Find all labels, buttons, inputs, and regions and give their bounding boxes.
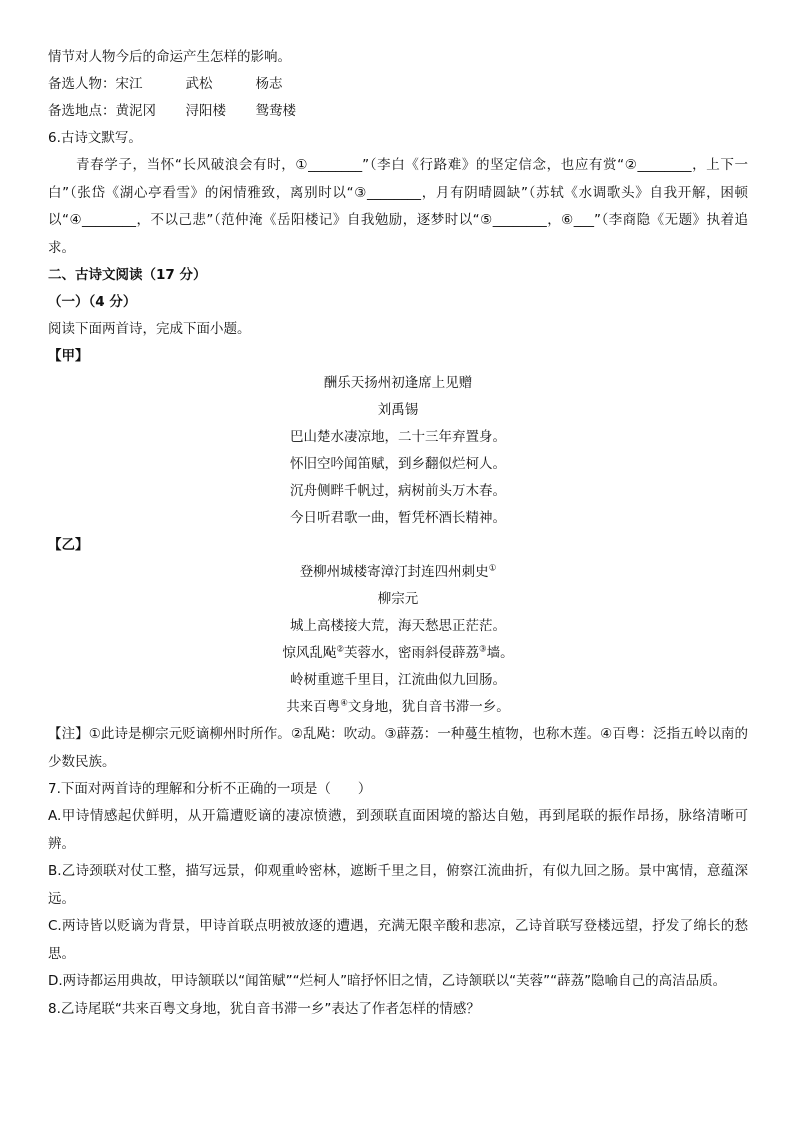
- poem-text: 墙。: [486, 645, 514, 661]
- question-7-option-d: D.两诗都运用典故，甲诗颔联以“闻笛赋”“烂柯人”暗抒怀旧之情，乙诗颔联以“芙蓉”“薜荔”隐喻自己的高洁品质。: [48, 973, 727, 989]
- poem-notes: 【注】①此诗是柳宗元贬谪柳州时所作。②乱飐：吹动。③薜荔：一种蔓生植物，也称木莲。④百粤：泛指五岭以南的少数民族。: [48, 726, 748, 770]
- footnote-mark: ③: [479, 644, 487, 655]
- question-7-option-a: A.甲诗情感起伏鲜明，从开篇遭贬谪的凄凉愤懑，到颈联直面困境的豁达自勉，再到尾联的振作昂扬，脉络清晰可辨。: [48, 808, 748, 852]
- intro-line: 情节对人物今后的命运产生怎样的影响。: [48, 49, 291, 65]
- reading-instruction: 阅读下面两首诗，完成下面小题。: [48, 321, 251, 337]
- characters-label: 备选人物：: [48, 76, 116, 92]
- characters-row: [48, 71, 748, 98]
- subsection-title: （一）（4 分）: [48, 294, 137, 310]
- poem-text: 共来百粤: [286, 699, 341, 715]
- poem-text: 芙蓉水，密雨斜侵薜荔: [344, 645, 479, 661]
- question-7-stem: 7.下面对两首诗的理解和分析不正确的一项是（ ）: [48, 781, 372, 797]
- footnote-mark: ①: [488, 563, 497, 574]
- poem-a-title: 酬乐天扬州初逢席上见赠: [323, 375, 473, 391]
- poem-line: 今日听君歌一曲，暂凭杯酒长精神。: [290, 510, 506, 526]
- place-option: 鸳鸯楼: [255, 103, 296, 119]
- footnote-mark: ②: [336, 644, 344, 655]
- question-6-body: 青春学子，当怀“长风破浪会有时，①________”（李白《行路难》的坚定信念，也应有赏“②________，上下一白”（张岱《湖心亭看雪》的闲情雅致，离别时以“③________，月有阴晴圆缺”（苏轼《水调歌头》自我开解，困顿以“④________，不以己悲”（范仲淹《岳阳楼记》自我勉励，逐梦时以“⑤________，⑥___”（李商隐《无题》执着追求。: [48, 157, 748, 256]
- poem-b-author: 柳宗元: [377, 591, 419, 607]
- question-8-stem: 8.乙诗尾联“共来百粤文身地，犹自音书滞一乡”表达了作者怎样的情感？: [48, 1000, 480, 1017]
- poem-b-title: [48, 559, 748, 586]
- poem-text: 惊风乱飐: [282, 645, 337, 661]
- poem-line: 巴山楚水凄凉地，二十三年弃置身。: [290, 429, 506, 445]
- poem-line: 城上高楼接大荒，海天愁思正茫茫。: [290, 618, 506, 634]
- poem-line: 岭树重遮千里目，江流曲似九回肠。: [290, 672, 506, 688]
- character-option: 武松: [185, 76, 213, 92]
- character-option: 杨志: [255, 76, 283, 92]
- poem-line: 怀旧空吟闻笛赋，到乡翻似烂柯人。: [290, 456, 506, 472]
- document-page: [48, 44, 748, 1023]
- character-option: 宋江: [115, 76, 143, 92]
- poem-line: [48, 640, 748, 667]
- poem-line: [48, 694, 748, 721]
- question-6-title: 6.古诗文默写。: [48, 130, 142, 146]
- poem-b-tag: 【乙】: [48, 537, 89, 553]
- section-2-title: 二、古诗文阅读（17 分）: [48, 267, 207, 283]
- poem-b-title-text: 登柳州城楼寄漳汀封连四州刺史: [299, 564, 489, 580]
- places-label: 备选地点：: [48, 103, 116, 119]
- footnote-mark: ④: [340, 698, 348, 709]
- place-option: 浔阳楼: [185, 103, 226, 119]
- poem-a: [48, 370, 748, 532]
- question-7-option-c: C.两诗皆以贬谪为背景，甲诗首联点明被放逐的遭遇，充满无限辛酸和悲凉，乙诗首联写登楼远望，抒发了绵长的愁思。: [48, 918, 748, 962]
- poem-a-tag: 【甲】: [48, 348, 89, 364]
- question-7-option-b: B.乙诗颈联对仗工整，描写远景，仰观重岭密林，遮断千里之目，俯察江流曲折，有似九回之肠。景中寓情，意蕴深远。: [48, 863, 748, 907]
- poem-text: 文身地，犹自音书滞一乡。: [347, 699, 510, 715]
- poem-a-author: 刘禹锡: [377, 402, 419, 418]
- place-option: 黄泥冈: [115, 103, 156, 119]
- poem-line: 沉舟侧畔千帆过，病树前头万木春。: [290, 483, 506, 499]
- poem-b: [48, 559, 748, 721]
- places-row: [48, 98, 748, 125]
